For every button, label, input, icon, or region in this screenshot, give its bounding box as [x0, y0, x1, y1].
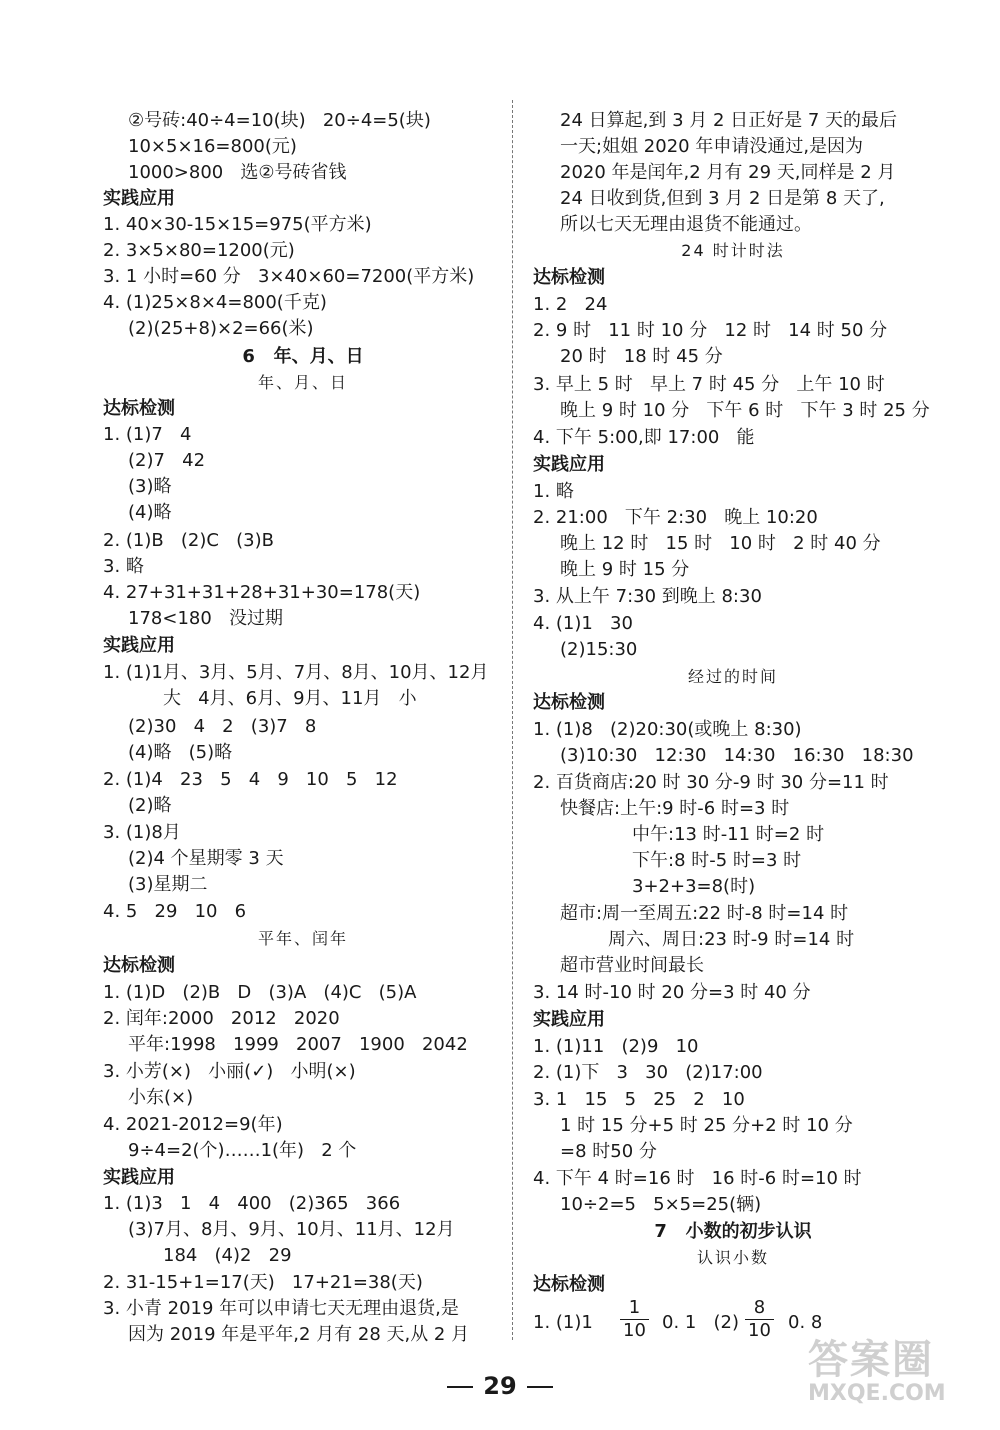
- right-answer-line: 1. (1)11 (2)9 10: [533, 1036, 699, 1057]
- left-answer-line: 10×5×16=800(元): [128, 136, 297, 157]
- right-heading: 7 小数的初步认识: [654, 1221, 812, 1242]
- left-answer-line: 2. (1)4 23 5 4 9 10 5 12: [103, 769, 398, 790]
- fraction-denominator: 10: [623, 1320, 646, 1341]
- right-answer-line: 周六、周日:23 时-9 时=14 时: [608, 929, 855, 950]
- left-answer-line: 2. 31-15+1=17(天) 17+21=38(天): [103, 1272, 423, 1293]
- right-answer-line: 晚上 12 时 15 时 10 时 2 时 40 分: [560, 533, 881, 554]
- right-answer-line: (2)15:30: [560, 639, 638, 660]
- right-answer-line: 2. 百货商店:20 时 30 分-9 时 30 分=11 时: [533, 772, 889, 793]
- left-answer-line: 4. 27+31+31+28+31+30=178(天): [103, 582, 421, 603]
- right-answer-line: 超市:周一至周五:22 时-8 时=14 时: [560, 903, 849, 924]
- right-answer-line: 1. (1)8 (2)20:30(或晚上 8:30): [533, 719, 802, 740]
- page-number: 29: [483, 1372, 517, 1400]
- left-answer-line: (2)30 4 2 (3)7 8: [128, 716, 317, 737]
- left-answer-line: 1. (1)1月、3月、5月、7月、8月、10月、12月: [103, 662, 489, 683]
- watermark-url: MXQE.COM: [808, 1381, 946, 1406]
- right-answer-line: 4. 下午 4 时=16 时 16 时-6 时=10 时: [533, 1168, 862, 1189]
- left-answer-line: 因为 2019 年是平年,2 月有 28 天,从 2 月: [128, 1324, 470, 1345]
- left-answer-line: 3. 略: [103, 556, 144, 577]
- fraction-numerator: 1: [620, 1297, 649, 1320]
- right-answer-line: 4. 下午 5:00,即 17:00 能: [533, 427, 755, 448]
- left-answer-line: 1. (1)7 4: [103, 424, 192, 445]
- left-heading: 达标检测: [103, 955, 175, 976]
- right-answer-line: 1 时 15 分+5 时 25 分+2 时 10 分: [560, 1115, 853, 1136]
- right-answer-line: 10÷2=5 5×5=25(辆): [560, 1194, 762, 1215]
- left-heading: 实践应用: [103, 188, 175, 209]
- left-answer-line: 4. 2021-2012=9(年): [103, 1114, 283, 1135]
- right-answer-line: 2. (1)下 3 30 (2)17:00: [533, 1062, 763, 1083]
- right-answer-line: 0. 1 (2): [662, 1312, 740, 1333]
- left-answer-line: 2. (1)B (2)C (3)B: [103, 530, 274, 551]
- right-answer-line: (3)10:30 12:30 14:30 16:30 18:30: [560, 745, 914, 766]
- right-answer-line: 超市营业时间最长: [560, 955, 704, 976]
- left-answer-line: 184 (4)2 29: [163, 1245, 292, 1266]
- right-answer-line: 4. (1)1 30: [533, 613, 633, 634]
- right-heading: 达标检测: [533, 692, 605, 713]
- left-heading: 实践应用: [103, 1167, 175, 1188]
- right-heading: 达标检测: [533, 267, 605, 288]
- right-answer-line: 0. 8: [788, 1312, 823, 1333]
- right-answer-line: 1. 2 24: [533, 294, 608, 315]
- fraction-numerator: 8: [745, 1297, 774, 1320]
- right-answer-line: 20 时 18 时 45 分: [560, 346, 723, 367]
- right-answer-line: 快餐店:上午:9 时-6 时=3 时: [560, 798, 790, 819]
- left-answer-line: 1. (1)3 1 4 400 (2)365 366: [103, 1193, 401, 1214]
- left-answer-line: (2)4 个星期零 3 天: [128, 848, 284, 869]
- left-answer-line: 1. (1)D (2)B D (3)A (4)C (5)A: [103, 982, 417, 1003]
- left-answer-line: 1000>800 选②号砖省钱: [128, 162, 347, 183]
- right-heading: 实践应用: [533, 454, 605, 475]
- left-answer-line: 平年:1998 1999 2007 1900 2042: [128, 1034, 468, 1055]
- right-answer-line: 2. 9 时 11 时 10 分 12 时 14 时 50 分: [533, 320, 888, 341]
- right-answer-line: 一天;姐姐 2020 年申请没通过,是因为: [560, 136, 864, 157]
- right-answer-line: 晚上 9 时 10 分 下午 6 时 下午 3 时 25 分: [560, 400, 930, 421]
- right-answer-line: 3. 早上 5 时 早上 7 时 45 分 上午 10 时: [533, 374, 885, 395]
- left-section-title: 平年、闰年: [257, 929, 348, 948]
- left-answer-line: 2. 3×5×80=1200(元): [103, 240, 295, 261]
- watermark: [808, 1338, 978, 1408]
- right-answer-line: 24 日收到货,但到 3 月 2 日是第 8 天了,: [560, 188, 885, 209]
- left-answer-line: 3. (1)8月: [103, 822, 181, 843]
- right-answer-line: 1. 略: [533, 481, 574, 502]
- fraction: [620, 1297, 649, 1342]
- left-section-title: 年、月、日: [257, 373, 348, 392]
- right-answer-line: 1. (1)1: [533, 1312, 593, 1333]
- left-answer-line: (3)星期二: [128, 874, 208, 895]
- right-answer-line: 3. 14 时-10 时 20 分=3 时 40 分: [533, 982, 811, 1003]
- right-answer-line: 所以七天无理由退货不能通过。: [560, 214, 812, 235]
- dash-left: [447, 1386, 473, 1388]
- left-answer-line: 小东(×): [128, 1087, 194, 1108]
- right-answer-line: 3. 1 15 5 25 2 10: [533, 1089, 745, 1110]
- left-answer-line: (4)略: [128, 502, 172, 523]
- left-answer-line: (2)略: [128, 795, 172, 816]
- right-section-title: 经过的时间: [687, 667, 778, 686]
- left-answer-line: 4. (1)25×8×4=800(千克): [103, 292, 327, 313]
- left-answer-line: 1. 40×30-15×15=975(平方米): [103, 214, 372, 235]
- right-section-title: 24 时计时法: [681, 241, 785, 260]
- left-answer-line: 大 4月、6月、9月、11月 小: [163, 688, 417, 709]
- left-answer-line: (4)略 (5)略: [128, 742, 233, 763]
- left-answer-line: (3)7月、8月、9月、10月、11月、12月: [128, 1219, 455, 1240]
- right-heading: 实践应用: [533, 1009, 605, 1030]
- left-heading: 达标检测: [103, 398, 175, 419]
- right-section-title: 认识小数: [696, 1248, 769, 1267]
- left-answer-line: (2)7 42: [128, 450, 206, 471]
- right-answer-line: 中午:13 时-11 时=2 时: [632, 824, 825, 845]
- right-answer-line: 晚上 9 时 15 分: [560, 559, 690, 580]
- left-answer-line: 4. 5 29 10 6: [103, 901, 247, 922]
- watermark-logo: 答案圈: [808, 1337, 934, 1383]
- left-answer-line: 9÷4=2(个)……1(年) 2 个: [128, 1140, 357, 1161]
- right-answer-line: 下午:8 时-5 时=3 时: [632, 850, 802, 871]
- right-answer-line: 3. 从上午 7:30 到晚上 8:30: [533, 586, 762, 607]
- left-answer-line: 2. 闰年:2000 2012 2020: [103, 1008, 340, 1029]
- left-answer-line: 178<180 没过期: [128, 608, 283, 629]
- right-answer-line: 3+2+3=8(时): [632, 876, 756, 897]
- fraction-denominator: 10: [748, 1320, 771, 1341]
- left-answer-line: (2)(25+8)×2=66(米): [128, 318, 314, 339]
- right-heading: 达标检测: [533, 1274, 605, 1295]
- dash-right: [527, 1386, 553, 1388]
- left-answer-line: 3. 1 小时=60 分 3×40×60=7200(平方米): [103, 266, 475, 287]
- left-answer-line: ②号砖:40÷4=10(块) 20÷4=5(块): [128, 110, 431, 131]
- right-answer-line: 2020 年是闰年,2 月有 29 天,同样是 2 月: [560, 162, 896, 183]
- right-answer-line: =8 时50 分: [560, 1141, 657, 1162]
- left-answer-line: (3)略: [128, 476, 172, 497]
- left-answer-line: 3. 小芳(×) 小丽(✓) 小明(×): [103, 1061, 356, 1082]
- right-answer-line: 24 日算起,到 3 月 2 日正好是 7 天的最后: [560, 110, 898, 131]
- right-answer-line: 2. 21:00 下午 2:30 晚上 10:20: [533, 507, 818, 528]
- left-answer-line: 3. 小青 2019 年可以申请七天无理由退货,是: [103, 1298, 459, 1319]
- divider-line: [512, 100, 513, 1340]
- fraction: [745, 1297, 774, 1342]
- left-heading: 6 年、月、日: [242, 346, 364, 367]
- left-heading: 实践应用: [103, 635, 175, 656]
